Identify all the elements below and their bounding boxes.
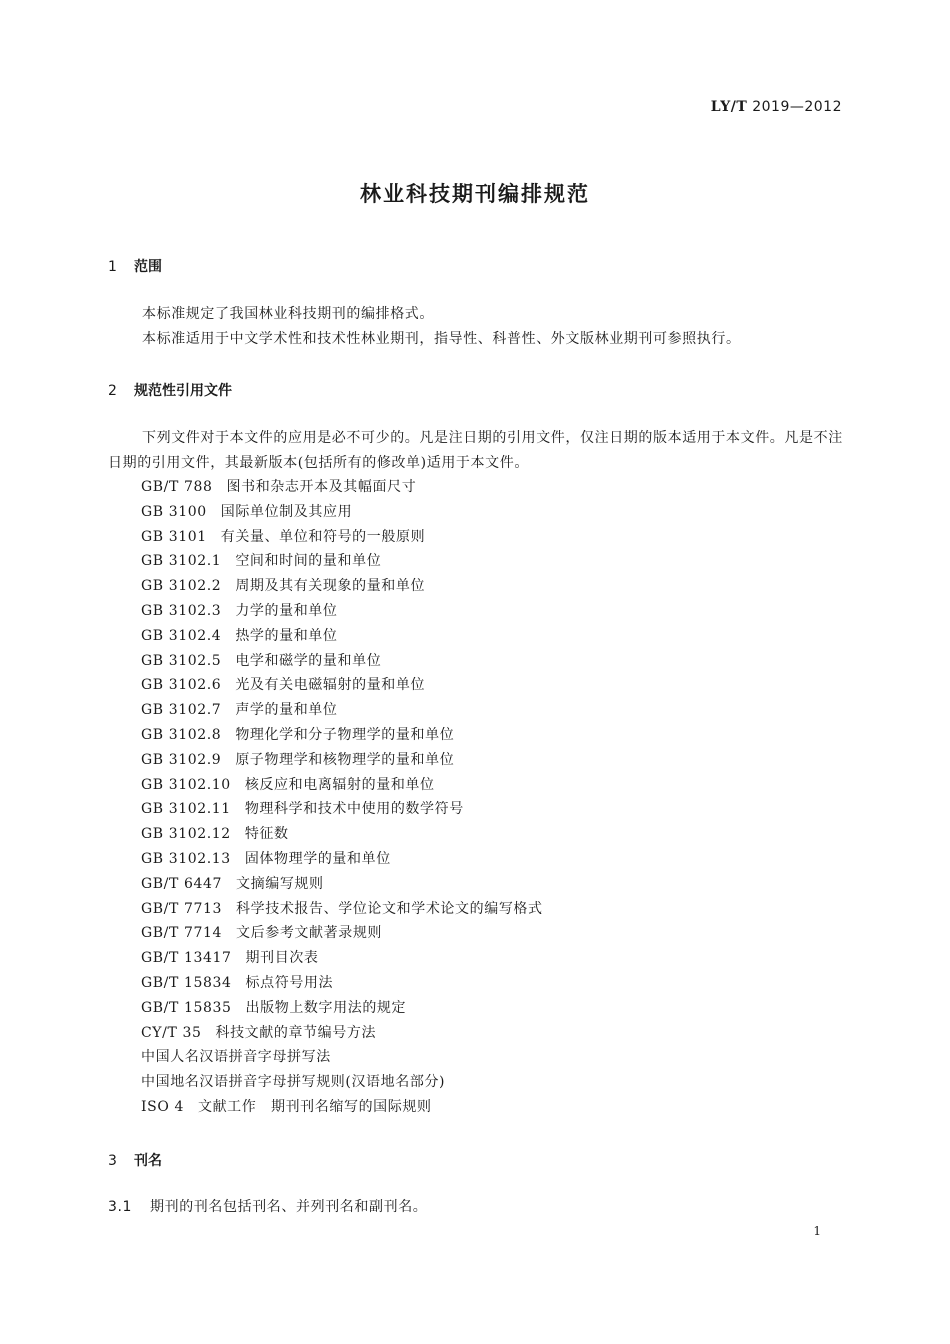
reference-item <box>141 673 543 698</box>
reference-item <box>141 822 543 847</box>
reference-item <box>141 996 543 1021</box>
reference-item <box>141 797 543 822</box>
reference-item <box>141 500 543 525</box>
reference-code: GB 3102.8 <box>141 726 222 743</box>
reference-title: 科学技术报告、学位论文和学术论文的编写格式 <box>236 900 543 917</box>
reference-code: CY/T 35 <box>141 1024 202 1041</box>
reference-item <box>141 847 543 872</box>
reference-item <box>141 773 543 798</box>
reference-code: GB 3102.5 <box>141 652 222 669</box>
section-2-heading <box>108 380 232 400</box>
reference-code: GB/T 788 <box>141 479 213 495</box>
reference-item <box>141 649 543 674</box>
reference-title: 期刊目次表 <box>245 950 319 967</box>
reference-title: 原子物理学和核物理学的量和单位 <box>235 751 455 768</box>
reference-code: GB 3102.7 <box>141 702 222 719</box>
section-1-title: 范围 <box>134 259 162 275</box>
clause-3-1-text: 期刊的刊名包括刊名、并列刊名和副刊名。 <box>150 1199 428 1215</box>
reference-item <box>141 525 543 550</box>
reference-item <box>141 549 543 574</box>
reference-title: 声学的量和单位 <box>235 702 338 719</box>
section-3-heading <box>108 1150 162 1170</box>
section-3-number: 3 <box>108 1153 117 1169</box>
clause-3-1 <box>108 1196 427 1216</box>
standard-code-prefix: LY/T <box>710 99 748 115</box>
page-number: 1 <box>813 1224 821 1238</box>
reference-code: GB/T 13417 <box>141 950 232 967</box>
reference-code: GB/T 7714 <box>141 925 223 942</box>
reference-item <box>141 624 543 649</box>
reference-code: GB 3100 <box>141 503 207 520</box>
standard-code <box>711 99 842 115</box>
reference-title: 核反应和电离辐射的量和单位 <box>244 776 435 793</box>
section-2-number: 2 <box>108 383 117 399</box>
reference-title: 文献工作 期刊刊名缩写的国际规则 <box>197 1098 432 1115</box>
reference-item <box>141 971 543 996</box>
reference-title: 热学的量和单位 <box>235 627 338 644</box>
reference-title: 空间和时间的量和单位 <box>235 553 382 570</box>
reference-code: GB 3102.3 <box>141 602 222 619</box>
reference-code: GB/T 7713 <box>141 900 223 917</box>
reference-code: GB/T 15835 <box>141 999 232 1016</box>
reference-code: GB 3102.2 <box>141 578 222 595</box>
reference-item <box>141 698 543 723</box>
reference-title: 特征数 <box>244 826 289 843</box>
reference-title: 国际单位制及其应用 <box>220 503 353 520</box>
document-title: 林业科技期刊编排规范 <box>360 182 590 206</box>
section-1-paragraph-1: 本标准规定了我国林业科技期刊的编排格式。 <box>142 306 434 322</box>
reference-title: 中国人名汉语拼音字母拼写法 <box>141 1049 331 1066</box>
reference-code: GB 3102.9 <box>141 751 222 768</box>
section-3-title: 刊名 <box>134 1153 162 1169</box>
reference-title: 物理化学和分子物理学的量和单位 <box>235 726 455 743</box>
reference-title: 电学和磁学的量和单位 <box>235 652 382 669</box>
reference-code: GB/T 15834 <box>141 974 232 991</box>
reference-code: GB 3101 <box>141 528 207 545</box>
reference-item <box>141 872 543 897</box>
reference-item <box>141 946 543 971</box>
reference-item <box>141 921 543 946</box>
reference-code: GB 3102.13 <box>141 850 231 867</box>
reference-item <box>141 1095 543 1120</box>
section-1-paragraph-2: 本标准适用于中文学术性和技术性林业期刊，指导性、科普性、外文版林业期刊可参照执行。 <box>142 331 741 347</box>
reference-item <box>141 574 543 599</box>
reference-code: GB 3102.11 <box>141 801 231 818</box>
reference-code: GB 3102.12 <box>141 826 231 843</box>
reference-title: 标点符号用法 <box>245 974 334 991</box>
reference-item <box>141 599 543 624</box>
reference-code: GB 3102.1 <box>141 553 222 570</box>
reference-title: 图书和杂志开本及其幅面尺寸 <box>226 479 417 495</box>
reference-code: ISO 4 <box>141 1098 184 1115</box>
section-2-intro: 下列文件对于本文件的应用是必不可少的。凡是注日期的引用文件，仅注日期的版本适用于本文件。凡是不注日期的引用文件，其最新版本(包括所有的修改单)适用于本文件。 <box>108 430 843 471</box>
reference-title: 周期及其有关现象的量和单位 <box>235 578 426 595</box>
clause-3-1-number: 3.1 <box>108 1199 133 1215</box>
reference-item <box>141 897 543 922</box>
section-1-heading <box>108 256 162 276</box>
reference-title: 文后参考文献著录规则 <box>236 925 383 942</box>
reference-item <box>141 723 543 748</box>
reference-title: 出版物上数字用法的规定 <box>245 999 407 1016</box>
reference-title: 科技文献的章节编号方法 <box>215 1024 377 1041</box>
standard-code-number: 2019—2012 <box>752 99 842 115</box>
reference-item <box>141 748 543 773</box>
reference-title: 中国地名汉语拼音字母拼写规则(汉语地名部分) <box>141 1074 446 1091</box>
reference-code: GB 3102.10 <box>141 776 231 793</box>
reference-title: 物理科学和技术中使用的数学符号 <box>244 801 464 818</box>
reference-title: 固体物理学的量和单位 <box>244 850 391 867</box>
normative-reference-list <box>141 475 543 1120</box>
section-1-number: 1 <box>108 259 117 275</box>
reference-item <box>141 1021 543 1046</box>
reference-code: GB/T 6447 <box>141 875 223 892</box>
reference-item <box>141 475 543 500</box>
reference-title: 有关量、单位和符号的一般原则 <box>220 528 426 545</box>
reference-item <box>141 1070 543 1095</box>
reference-title: 文摘编写规则 <box>236 875 324 892</box>
section-2-title: 规范性引用文件 <box>134 383 232 399</box>
reference-item <box>141 1045 543 1070</box>
reference-title: 光及有关电磁辐射的量和单位 <box>235 677 426 694</box>
reference-code: GB 3102.4 <box>141 627 222 644</box>
reference-title: 力学的量和单位 <box>235 602 338 619</box>
reference-code: GB 3102.6 <box>141 677 222 694</box>
